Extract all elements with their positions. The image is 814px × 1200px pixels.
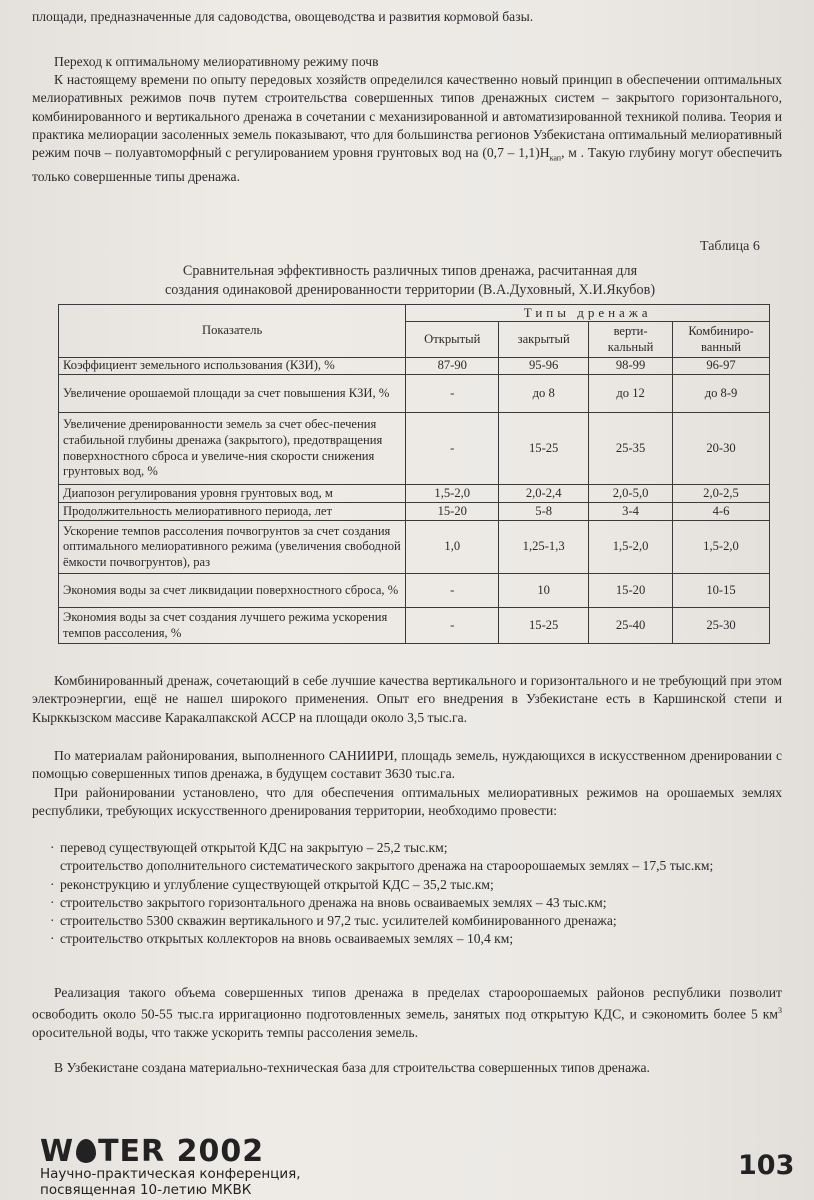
cell-value: 2,0-2,5 bbox=[673, 485, 770, 503]
main-paragraph-tail: , м . Такую глубину могут обеспечить только совершенные типы дренажа. bbox=[32, 145, 782, 185]
paragraph-realization bbox=[32, 984, 782, 1042]
cell-value: 10 bbox=[499, 574, 589, 608]
table-row bbox=[59, 375, 770, 413]
cell-value: 10-15 bbox=[673, 574, 770, 608]
row-label: Экономия воды за счет ликвидации поверхностного сброса, % bbox=[59, 574, 406, 608]
table-row bbox=[59, 413, 770, 485]
list-item-text: строительство закрытого горизонтального дренажа на вновь осваиваемых землях – 43 тыс.км; bbox=[60, 894, 607, 910]
realization-text: Реализация такого объема совершенных типов дренажа в пределах староорошаемых районов республики позволит освободить около 50-55 тыс.га ирригационно подготовленных земель, занятых под открытую КДС, и сэкономить более 5 км bbox=[32, 985, 782, 1022]
measures-list bbox=[32, 839, 782, 949]
cell-value: 15-20 bbox=[589, 574, 673, 608]
cell-value: 3-4 bbox=[589, 503, 673, 521]
cell-value: 1,25-1,3 bbox=[499, 521, 589, 574]
list-item: · реконструкцию и углубление существующей открытой КДС – 35,2 тыс.км; bbox=[50, 876, 494, 892]
main-paragraph bbox=[32, 71, 782, 187]
row-label: Коэффициент земельного использования (КЗИ), % bbox=[59, 358, 406, 375]
cell-value: 5-8 bbox=[499, 503, 589, 521]
table-row bbox=[59, 574, 770, 608]
column-header: верти- кальный bbox=[589, 322, 673, 358]
list-item-text: реконструкцию и углубление существующей открытой КДС – 35,2 тыс.км; bbox=[60, 876, 494, 892]
cell-value: 25-40 bbox=[589, 608, 673, 644]
row-label: Увеличение дренированности земель за счет обес-печения стабильной глубины дренажа (закрытого), предотвращения поверхностного сброса и увеличе-ния скорости снижения грунтовых вод, % bbox=[59, 413, 406, 485]
top-line: площади, предназначенные для садоводства, овощеводства и развития кормовой базы. bbox=[32, 9, 534, 24]
cell-value: - bbox=[406, 574, 499, 608]
column-header: Комбиниро- ванный bbox=[673, 322, 770, 358]
cell-value: 1,5-2,0 bbox=[406, 485, 499, 503]
cell-value: до 12 bbox=[589, 375, 673, 413]
paragraph-combined-drainage: Комбинированный дренаж, сочетающий в себе лучшие качества вертикального и горизонтального и не требующий при этом электроэнергии, ещё не нашел широкого применения. Опыт его внедрения в Узбекистане есть в Каршинской степи и Кырккызском массиве Каракалпакской АССР на площади около 3,5 тыс.га. bbox=[32, 673, 782, 725]
paragraph-zoning: При районировании установлено, что для обеспечения оптимальных мелиоративных режимов на орошаемых землях республики, требующих искусственного дренирования территории, необходимо провести: bbox=[32, 785, 782, 819]
conference-subtitle bbox=[40, 1166, 301, 1198]
cell-value: 87-90 bbox=[406, 358, 499, 375]
list-item: · строительство закрытого горизонтального дренажа на вновь осваиваемых землях – 43 тыс.км; bbox=[50, 894, 607, 910]
cell-value: 4-6 bbox=[673, 503, 770, 521]
conference-line2: посвященная 10-летию МКВК bbox=[40, 1182, 252, 1198]
list-item: · перевод существующей открытой КДС на закрытую – 25,2 тыс.км; bbox=[50, 840, 448, 855]
cell-value: 96-97 bbox=[673, 358, 770, 375]
cell-value: - bbox=[406, 375, 499, 413]
list-item-text: строительство дополнительного систематического закрытого дренажа на староорошаемых землях – 17,5 тыс.км; bbox=[60, 858, 714, 874]
drainage-comparison-table bbox=[58, 304, 770, 644]
cell-value: 98-99 bbox=[589, 358, 673, 375]
cell-value: до 8-9 bbox=[673, 375, 770, 413]
cell-value: 95-96 bbox=[499, 358, 589, 375]
cell-value: 15-25 bbox=[499, 608, 589, 644]
list-item: · строительство открытых коллекторов на вновь осваиваемых землях – 10,4 км; bbox=[50, 931, 514, 947]
section-heading: Переход к оптимальному мелиоративному режиму почв bbox=[54, 54, 379, 69]
cell-value: 15-25 bbox=[499, 413, 589, 485]
table-row bbox=[59, 503, 770, 521]
table-row bbox=[59, 358, 770, 375]
table-row bbox=[59, 608, 770, 644]
row-label: Диапозон регулирования уровня грунтовых вод, м bbox=[59, 485, 406, 503]
table-number: Таблица 6 bbox=[700, 239, 760, 254]
row-label: Продолжительность мелиоративного периода, лет bbox=[59, 503, 406, 521]
cell-value: 2,0-2,4 bbox=[499, 485, 589, 503]
column-header: Открытый bbox=[406, 322, 499, 358]
header-indicator: Показатель bbox=[59, 305, 406, 358]
list-item-text: перевод существующей открытой КДС на закрытую – 25,2 тыс.км; bbox=[60, 840, 448, 855]
subscript-kap: кап bbox=[549, 153, 562, 163]
cell-value: 2,0-5,0 bbox=[589, 485, 673, 503]
main-paragraph-text: К настоящему времени по опыту передовых хозяйств определился качественно новый принцип в обеспечении оптимальных мелиоративных режимов почв путем строительства совершенных типов дренажных систем – закрытого горизонтального, комбинированного и вертикального дренажа в сочетании с механизированной и автоматизированной техникой полива. Теория и практика мелиорации засоленных земель показывают, что для большинства регионов Узбекистана оптимальный мелиоративный режим почв – полуавтоморфный с регулированием уровня грунтовых вод на (0,7 – 1,1)H bbox=[32, 72, 782, 161]
table-caption-line1: Сравнительная эффективность различных типов дренажа, расчитанная для bbox=[182, 263, 638, 279]
cubic-superscript: 3 bbox=[778, 1006, 782, 1016]
row-label: Увеличение орошаемой площади за счет повышения КЗИ, % bbox=[59, 375, 406, 413]
page-number: 103 bbox=[738, 1150, 795, 1181]
cell-value: - bbox=[406, 413, 499, 485]
cell-value: до 8 bbox=[499, 375, 589, 413]
logo-text: TER 2002 bbox=[98, 1134, 265, 1169]
logo-letter-w: W bbox=[40, 1134, 75, 1169]
list-item bbox=[32, 857, 782, 875]
cell-value: 15-20 bbox=[406, 503, 499, 521]
conference-line1: Научно-практическая конференция, bbox=[40, 1166, 301, 1182]
row-label: Экономия воды за счет создания лучшего режима ускорения темпов рассоления, % bbox=[59, 608, 406, 644]
cell-value: 20-30 bbox=[673, 413, 770, 485]
cell-value: - bbox=[406, 608, 499, 644]
cell-value: 1,5-2,0 bbox=[589, 521, 673, 574]
paragraph-material-base: В Узбекистане создана материально-техническая база для строительства совершенных типов дренажа. bbox=[54, 1060, 650, 1075]
cell-value: 25-35 bbox=[589, 413, 673, 485]
cell-value: 1,0 bbox=[406, 521, 499, 574]
water-drop-icon bbox=[76, 1139, 96, 1163]
column-header: закрытый bbox=[499, 322, 589, 358]
table-caption-line2: создания одинаковой дренированности территории (В.А.Духовный, Х.И.Якубов) bbox=[164, 282, 656, 298]
row-label: Ускорение темпов рассоления почвогрунтов за счет создания оптимального мелиоративного режима (увеличения свободной ёмкости почвогрунтов), раз bbox=[59, 521, 406, 574]
list-item-text: строительство 5300 скважин вертикального и 97,2 тыс. усилителей комбинированного дренажа; bbox=[60, 913, 617, 929]
cell-value: 25-30 bbox=[673, 608, 770, 644]
paragraph-saniiri: По материалам районирования, выполненного САНИИРИ, площадь земель, нуждающихся в искусственном дренировании с помощью совершенных типов дренажа, в будущем составит 3630 тыс.га. bbox=[32, 748, 782, 782]
realization-tail: оросительной воды, что также ускорить темпы рассоления земель. bbox=[32, 1025, 418, 1041]
cell-value: 1,5-2,0 bbox=[673, 521, 770, 574]
list-item-text: строительство открытых коллекторов на вновь осваиваемых землях – 10,4 км; bbox=[60, 931, 514, 947]
header-drainage-types: Типы дренажа bbox=[406, 305, 770, 322]
water-2002-logo bbox=[40, 1134, 264, 1169]
table-row bbox=[59, 521, 770, 574]
list-item: · строительство 5300 скважин вертикального и 97,2 тыс. усилителей комбинированного дренажа; bbox=[50, 913, 617, 929]
table-row bbox=[59, 485, 770, 503]
